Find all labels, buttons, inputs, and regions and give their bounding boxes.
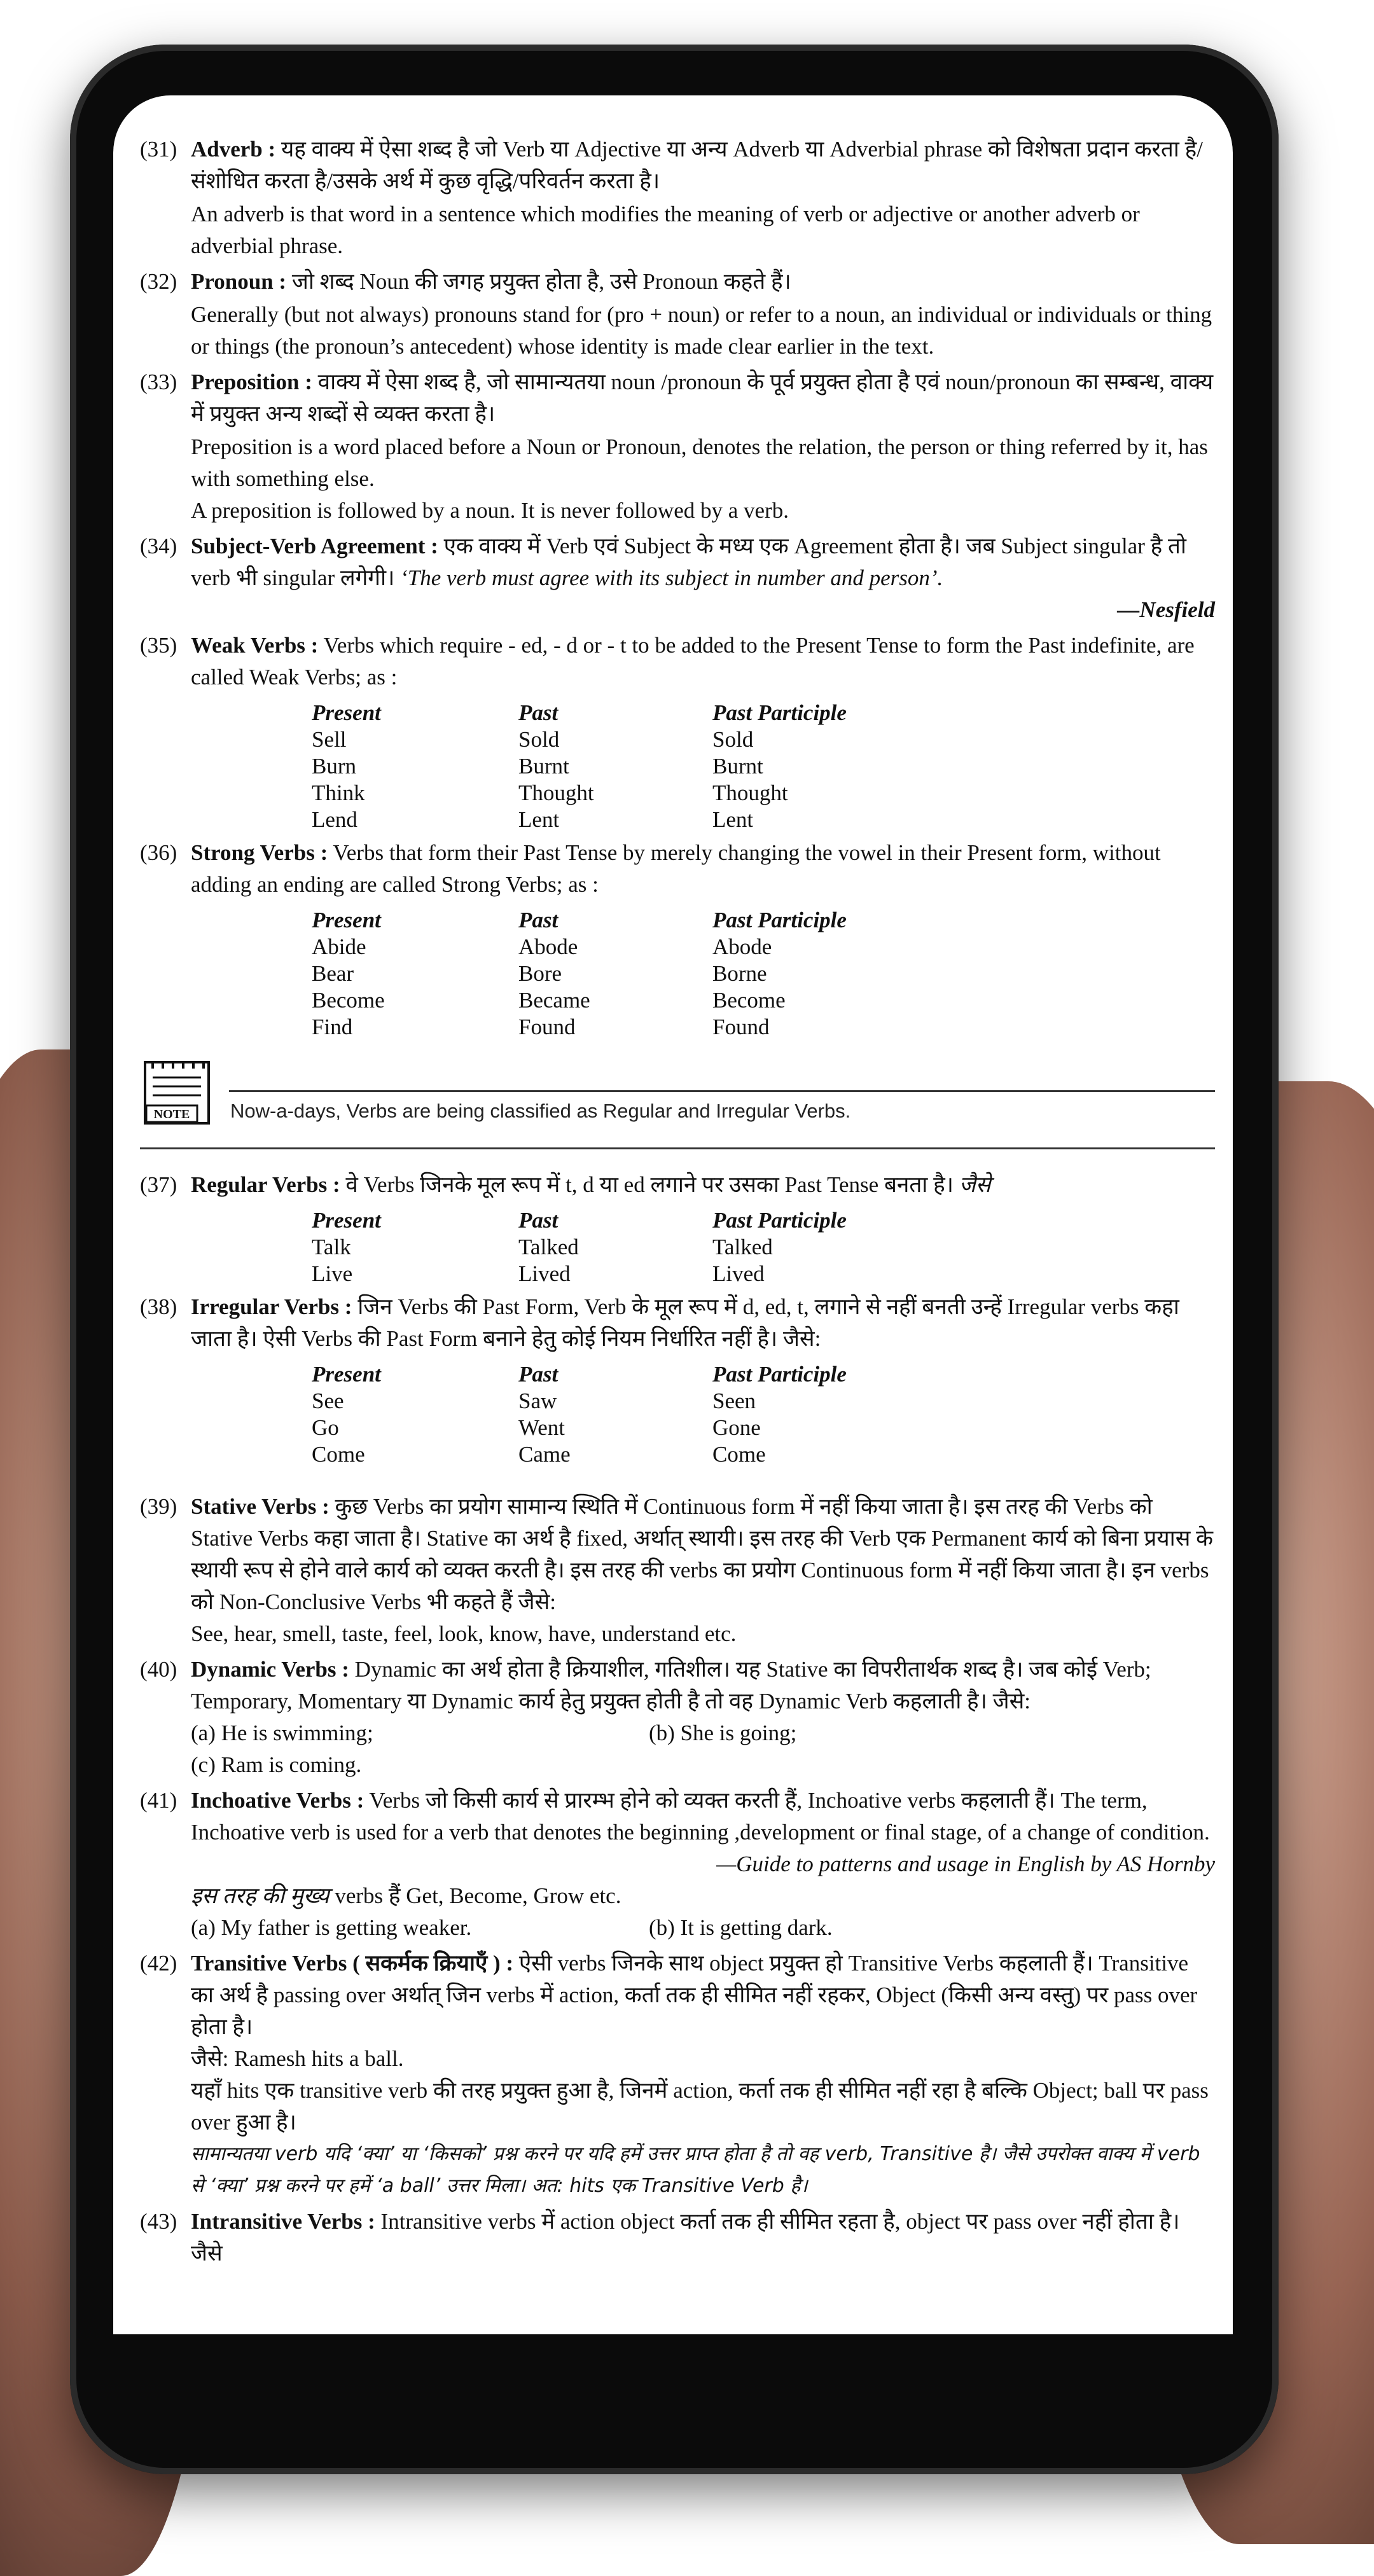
column-header: Past — [518, 1362, 559, 1387]
example-row — [191, 1912, 1215, 1944]
table-cell: See — [312, 1388, 344, 1413]
table-cell: Seen — [712, 1388, 756, 1413]
entry-number: (43) — [140, 2209, 177, 2234]
table-cell: Go — [312, 1415, 339, 1440]
entry-term: Dynamic Verbs : — [191, 1657, 349, 1682]
english-definition: Verbs which require - ed, - d or - t to be added to the Present Tense to form the Past indefinite, are called Weak Verbs; as : — [191, 633, 1195, 689]
table-cell: Bore — [518, 961, 562, 986]
column-header: Present — [312, 1208, 381, 1233]
entry-term: Preposition : — [191, 370, 312, 394]
table-cell: Found — [712, 1014, 770, 1039]
entry-subject-verb-agreement — [140, 530, 1215, 626]
entry-pronoun — [140, 266, 1215, 363]
table-row — [312, 1388, 967, 1415]
entry-strong-verbs — [140, 837, 1215, 1041]
entry-inchoative-verbs — [140, 1785, 1215, 1944]
table-row — [312, 987, 967, 1014]
table-row — [312, 1234, 967, 1261]
entry-weak-verbs — [140, 630, 1215, 833]
table-cell: Burnt — [518, 754, 569, 779]
entry-term: Irregular Verbs : — [191, 1294, 352, 1319]
hindi-lead: इस तरह की मुख्य — [191, 1883, 330, 1908]
table-row — [312, 960, 967, 987]
english-definition: Generally (but not always) pronouns stand for (pro + noun) or refer to a noun, an individual or individuals or thing or things (the pronoun’s antecedent) whose identity is made clear earlier in the text. — [191, 302, 1212, 359]
table-cell: Thought — [518, 780, 594, 805]
table-cell: Gone — [712, 1415, 761, 1440]
example-a: (a) My father is getting weaker. — [191, 1915, 472, 1940]
table-row — [312, 726, 967, 753]
entry-term: Regular Verbs : — [191, 1172, 340, 1197]
example: जैसे: Ramesh hits a ball. — [191, 2046, 404, 2071]
table-row — [312, 1415, 967, 1441]
table-cell: Bear — [312, 961, 354, 986]
column-header: Past Participle — [712, 908, 847, 932]
page-screen[interactable] — [113, 95, 1233, 2334]
column-header: Past Participle — [712, 700, 847, 725]
quote-author: —Nesfield — [1117, 597, 1215, 622]
entry-number: (37) — [140, 1172, 177, 1197]
table-cell: Lend — [312, 807, 357, 832]
entry-stative-verbs — [140, 1491, 1215, 1650]
hindi-definition: वे Verbs जिनके मूल रूप में t, d या ed लगाने पर उसका Past Tense बनता है। — [345, 1172, 954, 1197]
table-cell: Became — [518, 988, 590, 1013]
verb-table — [312, 1207, 967, 1287]
table-row — [312, 1441, 967, 1468]
table-cell: Sold — [712, 727, 754, 752]
table-cell: Sell — [312, 727, 347, 752]
table-cell: Live — [312, 1261, 353, 1286]
table-cell: Sold — [518, 727, 560, 752]
entry-term: Pronoun : — [191, 269, 287, 294]
entry-number: (40) — [140, 1657, 177, 1682]
table-cell: Abode — [712, 934, 772, 959]
example-b: (b) It is getting dark. — [649, 1915, 833, 1940]
table-header-row — [312, 1207, 967, 1234]
table-row — [312, 1014, 967, 1041]
example-c: (c) Ram is coming. — [191, 1752, 362, 1777]
table-header-row — [312, 1361, 967, 1388]
notepad-icon — [140, 1052, 216, 1127]
note-icon-label: NOTE — [153, 1107, 190, 1121]
note-box — [140, 1052, 1215, 1128]
table-cell: Find — [312, 1014, 353, 1039]
entry-dynamic-verbs — [140, 1654, 1215, 1781]
table-header-row — [312, 700, 967, 726]
column-header: Past Participle — [712, 1362, 847, 1387]
table-row — [312, 753, 967, 780]
example-b: (b) She is going; — [649, 1721, 797, 1745]
entry-number: (31) — [140, 137, 177, 162]
entry-regular-verbs — [140, 1169, 1215, 1287]
table-cell: Lent — [518, 807, 560, 832]
english-note: A preposition is followed by a noun. It is never followed by a verb. — [191, 498, 789, 523]
examples: See, hear, smell, taste, feel, look, know, have, understand etc. — [191, 1621, 737, 1646]
example-a: (a) He is swimming; — [191, 1721, 373, 1745]
quote: ‘The verb must agree with its subject in number and person’. — [400, 565, 943, 590]
entry-term: Subject-Verb Agreement : — [191, 534, 438, 558]
hindi-definition: जिन Verbs की Past Form, Verb के मूल रूप में d, ed, t, लगाने से नहीं बनती उन्हें Irregular verbs कहा जाता है। ऐसी Verbs की Past Form बनाने हेतु कोई नियम निर्धारित नहीं है। जैसे: — [191, 1294, 1179, 1351]
entry-irregular-verbs — [140, 1291, 1215, 1468]
table-cell: Talked — [712, 1235, 773, 1259]
column-header: Past — [518, 908, 559, 932]
column-header: Present — [312, 1362, 381, 1387]
entry-term: Adverb : — [191, 137, 276, 162]
table-cell: Become — [312, 988, 385, 1013]
entry-number: (34) — [140, 534, 177, 558]
entry-number: (41) — [140, 1788, 177, 1813]
entry-term: Weak Verbs : — [191, 633, 319, 658]
table-row — [312, 1261, 967, 1287]
hindi-definition: एक वाक्य में Verb एवं Subject के मध्य एक Agreement होता है। जब Subject singular है तो verb भी singular लगेगी। — [191, 534, 1186, 590]
verb-table — [312, 1361, 967, 1468]
hindi-definition: जो शब्द Noun की जगह प्रयुक्त होता है, उसे Pronoun कहते हैं। — [291, 269, 791, 294]
table-cell: Burn — [312, 754, 356, 779]
entry-number: (38) — [140, 1294, 177, 1319]
hindi-definition: यह वाक्य में ऐसा शब्द है जो Verb या Adjective या अन्य Adverb या Adverbial phrase को विशेषता प्रदान करता है/संशोधित करता है/उसके अर्थ में कुछ वृद्धि/परिवर्तन करता है। — [191, 137, 1203, 193]
entry-number: (32) — [140, 269, 177, 294]
table-cell: Become — [712, 988, 786, 1013]
hindi-definition: वाक्य में ऐसा शब्द है, जो सामान्यतया noun /pronoun के पूर्व प्रयुक्त होता है एवं noun/pronoun का सम्बन्ध, वाक्य में प्रयुक्त अन्य शब्दों से व्यक्त करता है। — [191, 370, 1214, 426]
table-cell: Came — [518, 1442, 571, 1467]
table-cell: Talk — [312, 1235, 351, 1259]
entry-transitive-verbs — [140, 1948, 1215, 2202]
table-cell: Talked — [518, 1235, 579, 1259]
table-cell: Lent — [712, 807, 754, 832]
table-cell: Lived — [712, 1261, 765, 1286]
source-citation: —Guide to patterns and usage in English by AS Hornby — [716, 1852, 1215, 1876]
hindi-example-lead: जैसे — [959, 1172, 991, 1197]
table-cell: Lived — [518, 1261, 571, 1286]
table-header-row — [312, 907, 967, 934]
entry-number: (33) — [140, 370, 177, 394]
english-definition: Preposition is a word placed before a Noun or Pronoun, denotes the relation, the person or thing referred by it, has with something else. — [191, 434, 1208, 491]
entry-term: Stative Verbs : — [191, 1494, 330, 1519]
entry-adverb — [140, 134, 1215, 262]
column-header: Present — [312, 700, 381, 725]
entry-number: (35) — [140, 633, 177, 658]
column-header: Present — [312, 908, 381, 932]
entry-term: Strong Verbs : — [191, 840, 328, 865]
divider — [140, 1147, 1215, 1149]
table-cell: Come — [312, 1442, 365, 1467]
column-header: Past — [518, 1208, 559, 1233]
entry-preposition — [140, 366, 1215, 527]
entry-intransitive-verbs — [140, 2206, 1215, 2269]
table-row — [312, 807, 967, 833]
example-row — [191, 1717, 1215, 1749]
hindi-definition: ऐसी verbs जिनके साथ object प्रयुक्त हो Transitive Verbs कहलाती हैं। Transitive का अर्थ है passing over अर्थात् जिन verbs में action, कर्ता तक ही सीमित नहीं रहकर, Object (किसी अन्य वस्तु) पर pass over होता है। — [191, 1951, 1198, 2039]
english-definition: Verbs that form their Past Tense by merely changing the vowel in their Present form, without adding an ending are called Strong Verbs; as : — [191, 840, 1161, 897]
table-cell: Come — [712, 1442, 766, 1467]
entry-number: (36) — [140, 840, 177, 865]
table-cell: Went — [518, 1415, 565, 1440]
hindi-definition: Dynamic का अर्थ होता है क्रियाशील, गतिशील। यह Stative का विपरीतार्थक शब्द है। जब कोई Verb; Temporary, Momentary या Dynamic कार्य हेतु प्रयुक्त होती है तो वह Dynamic Verb कहलाती है। जैसे: — [191, 1657, 1151, 1714]
table-cell: Abode — [518, 934, 578, 959]
bottom-bezel — [113, 2334, 1233, 2436]
table-cell: Thought — [712, 780, 788, 805]
column-header: Past — [518, 700, 559, 725]
column-header: Past Participle — [712, 1208, 847, 1233]
entry-term: Inchoative Verbs : — [191, 1788, 364, 1813]
table-cell: Think — [312, 780, 365, 805]
entry-number: (39) — [140, 1494, 177, 1519]
english-definition: An adverb is that word in a sentence which modifies the meaning of verb or adjective or another adverb or adverbial phrase. — [191, 202, 1140, 258]
explanation: यहाँ hits एक transitive verb की तरह प्रयुक्त हुआ है, जिनमें action, कर्ता तक ही सीमित नहीं रहा है बल्कि Object; ball पर pass over हुआ है। — [191, 2078, 1209, 2135]
examples: verbs हैं Get, Become, Grow etc. — [329, 1883, 621, 1908]
hindi-definition: कुछ Verbs का प्रयोग सामान्य स्थिति में Continuous form में नहीं किया जाता है। इस तरह की Verbs को Stative Verbs कहा जाता है। Stative का अर्थ है fixed, अर्थात् स्थायी। इस तरह की Verb एक Permanent कार्य को बिना प्रयास के स्थायी रूप से होने वाले कार्य को व्यक्त करती है। इस तरह की verbs का प्रयोग Continuous form में नहीं किया जाता है। इन verbs को Non-Conclusive Verbs भी कहते हैं जैसे: — [191, 1494, 1213, 1614]
verb-table — [312, 700, 967, 833]
table-row — [312, 780, 967, 807]
table-cell: Found — [518, 1014, 576, 1039]
hindi-definition: Intransitive verbs में action object कर्ता तक ही सीमित रहता है, object पर pass over नहीं होता है। जैसे — [191, 2209, 1180, 2266]
verb-table — [312, 907, 967, 1041]
table-cell: Saw — [518, 1388, 557, 1413]
entry-number: (42) — [140, 1951, 177, 1976]
rule-note: सामान्यतया verb यदि ‘क्या’ या ‘किसको’ प्रश्न करने पर यदि हमें उत्तर प्राप्त होता है तो वह verb, Transitive है। जैसे उपरोक्त वाक्य में verb से ‘क्या’ प्रश्न करने पर हमें ‘a ball’ उत्तर मिला। अत: hits एक Transitive Verb है। — [191, 2143, 1200, 2197]
table-cell: Abide — [312, 934, 366, 959]
table-row — [312, 934, 967, 960]
entry-term: Transitive Verbs ( सकर्मक क्रियाएँ ) : — [191, 1951, 514, 1976]
table-cell: Burnt — [712, 754, 763, 779]
document-content — [140, 134, 1215, 2273]
table-cell: Borne — [712, 961, 767, 986]
note-text: Now-a-days, Verbs are being classified as Regular and Irregular Verbs. — [230, 1100, 851, 1122]
divider — [229, 1090, 1215, 1092]
entry-term: Intransitive Verbs : — [191, 2209, 375, 2234]
hindi-definition: Verbs जो किसी कार्य से प्रारम्भ होने को व्यक्त करती हैं, Inchoative verbs कहलाती हैं। The term, Inchoative verb is used for a verb that denotes the beginning ,development or final stage, of a change of condition. — [191, 1788, 1210, 1845]
